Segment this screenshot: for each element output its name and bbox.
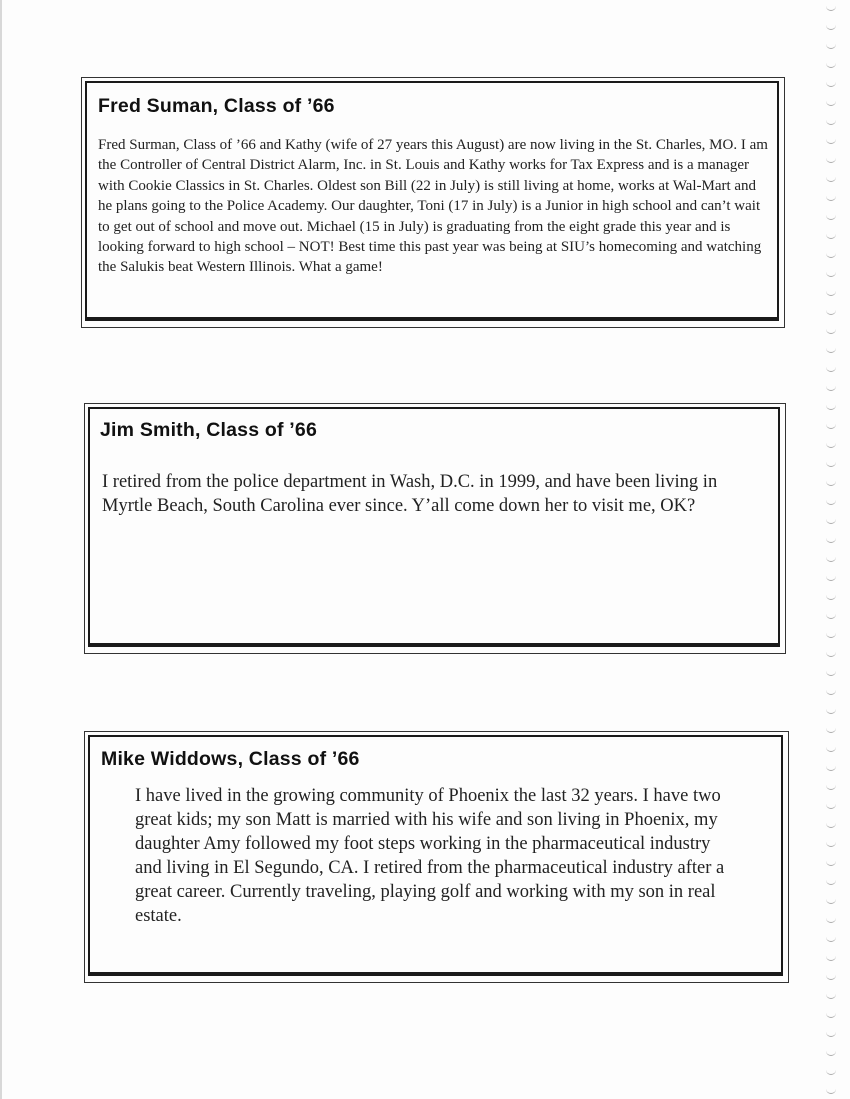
entry-text: I retired from the police department in Wash, D.C. in 1999, and have been living in Myrtle Beach, South Carolina ever since. Y’all come down her to visit me, OK?: [102, 472, 718, 516]
binding-ring: [826, 745, 836, 752]
binding-ring: [826, 175, 836, 182]
spiral-binding: [826, 4, 842, 1094]
entry-name: Fred Suman, Class of ’66: [98, 95, 335, 117]
binding-ring: [826, 897, 836, 904]
binding-ring: [826, 80, 836, 87]
binding-ring: [826, 289, 836, 296]
binding-ring: [826, 574, 836, 581]
binding-ring: [826, 308, 836, 315]
binding-ring: [826, 156, 836, 163]
binding-ring: [826, 365, 836, 372]
binding-ring: [826, 118, 836, 125]
binding-ring: [826, 346, 836, 353]
binding-ring: [826, 536, 836, 543]
binding-ring: [826, 555, 836, 562]
binding-ring: [826, 916, 836, 923]
entry-name: Mike Widdows, Class of ’66: [101, 748, 360, 770]
binding-ring: [826, 631, 836, 638]
binding-ring: [826, 1087, 836, 1094]
binding-ring: [826, 612, 836, 619]
binding-ring: [826, 954, 836, 961]
binding-ring: [826, 23, 836, 30]
page-left-edge: [0, 0, 2, 1099]
binding-ring: [826, 270, 836, 277]
binding-ring: [826, 403, 836, 410]
binding-ring: [826, 441, 836, 448]
binding-ring: [826, 4, 836, 11]
entry-card-fred-suman: [81, 77, 785, 328]
binding-ring: [826, 61, 836, 68]
entry-card-inner: [88, 735, 783, 976]
binding-ring: [826, 498, 836, 505]
binding-ring: [826, 764, 836, 771]
binding-ring: [826, 251, 836, 258]
binding-ring: [826, 422, 836, 429]
binding-ring: [826, 821, 836, 828]
binding-ring: [826, 137, 836, 144]
binding-ring: [826, 726, 836, 733]
binding-ring: [826, 1030, 836, 1037]
binding-ring: [826, 232, 836, 239]
entry-text: I have lived in the growing community of Phoenix the last 32 years. I have two great kids; my son Matt is married with his wife and son living in Phoenix, my daughter Amy followed my foot steps working in the pharmaceutical industry and living in El Segundo, CA. I retired from the pharmaceutical industry after a great career. Currently traveling, playing golf and working with my son in real estate.: [135, 786, 725, 926]
binding-ring: [826, 42, 836, 49]
binding-ring: [826, 840, 836, 847]
entry-name: Jim Smith, Class of ’66: [100, 419, 318, 441]
binding-ring: [826, 802, 836, 809]
entry-card-inner: [85, 81, 779, 321]
binding-ring: [826, 1068, 836, 1075]
binding-ring: [826, 593, 836, 600]
binding-ring: [826, 99, 836, 106]
binding-ring: [826, 669, 836, 676]
binding-ring: [826, 1049, 836, 1056]
binding-ring: [826, 992, 836, 999]
binding-ring: [826, 194, 836, 201]
binding-ring: [826, 973, 836, 980]
entry-text: Fred Surman, Class of ’66 and Kathy (wife of 27 years this August) are now living in the St. Charles, MO. I am the Controller of Central District Alarm, Inc. in St. Louis and Kathy works for Tax Express and is a manager with Cookie Classics in St. Charles. Oldest son Bill (22 in July) is still living at home, works at Wal-Mart and he plans going to the Police Academy. Our daughter, Toni (17 in July) is a Junior in high school and can’t wait to get out of school and move out. Michael (15 in July) is graduating from the eight grade this year and is looking forward to high school – NOT! Best time this past year was being at SIU’s homecoming and watching the Salukis beat Western Illinois. What a game!: [98, 137, 768, 276]
binding-ring: [826, 327, 836, 334]
entry-card-jim-smith: [84, 403, 786, 654]
entry-card-mike-widdows: [84, 731, 789, 983]
binding-ring: [826, 479, 836, 486]
binding-ring: [826, 460, 836, 467]
binding-ring: [826, 1011, 836, 1018]
binding-ring: [826, 707, 836, 714]
binding-ring: [826, 688, 836, 695]
binding-ring: [826, 213, 836, 220]
binding-ring: [826, 783, 836, 790]
entry-card-inner: [88, 407, 780, 647]
binding-ring: [826, 878, 836, 885]
binding-ring: [826, 517, 836, 524]
binding-ring: [826, 935, 836, 942]
binding-ring: [826, 859, 836, 866]
binding-ring: [826, 650, 836, 657]
binding-ring: [826, 384, 836, 391]
